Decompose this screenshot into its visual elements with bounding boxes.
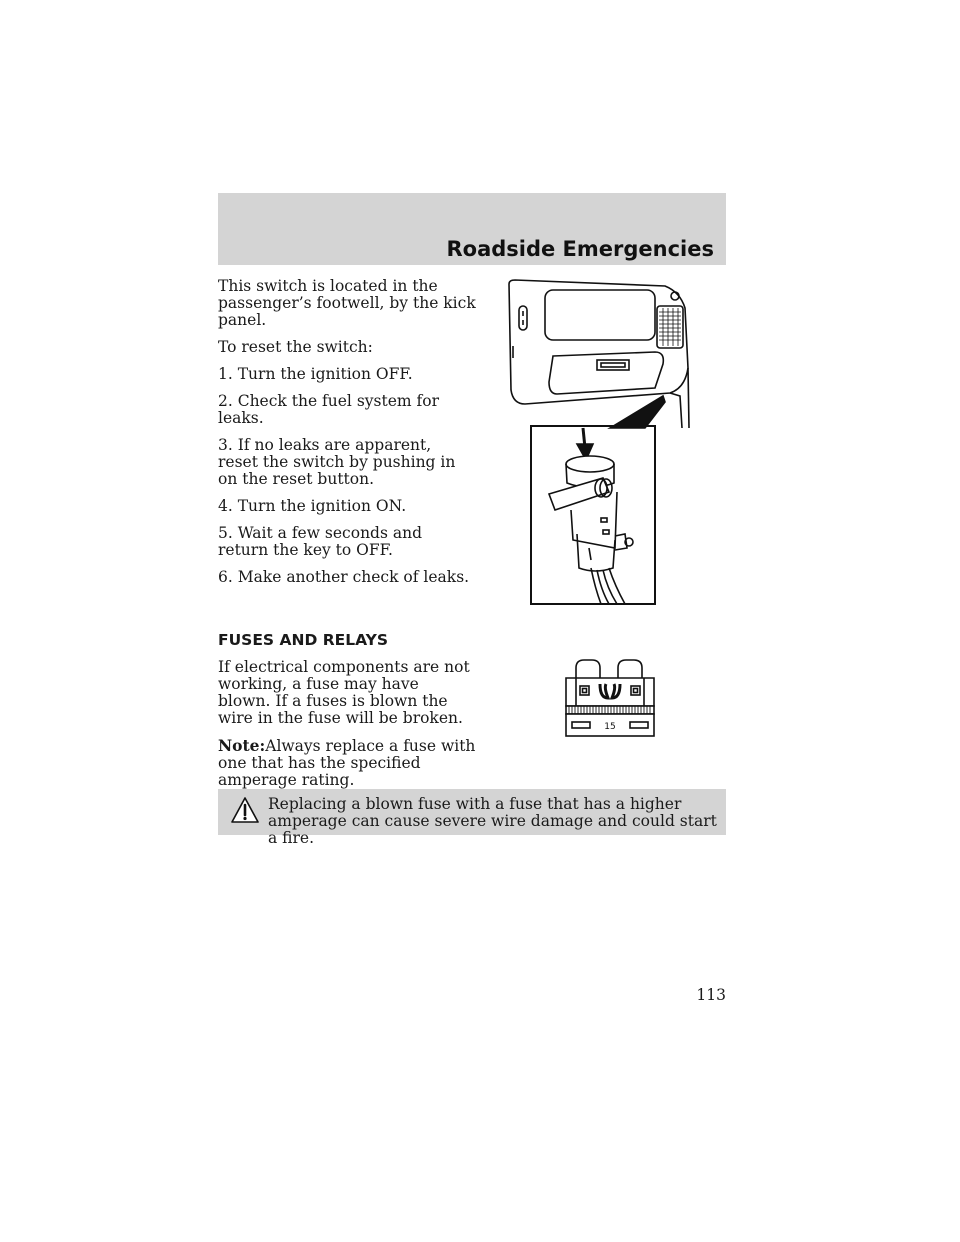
step-3: 3. If no leaks are apparent, reset the switch by pushing in on the reset button. [218,436,456,488]
fuse-rating-label: 15 [604,722,616,732]
intro-paragraph: This switch is located in the passenger’s footwell, by the kick panel. [218,277,476,329]
fuses-paragraph: If electrical components are not working, a fuse may have blown. If a fuses is blown the wire in the fuse will be broken. [218,658,470,727]
step-6: 6. Make another check of leaks. [218,568,470,586]
page-title: Roadside Emergencies [446,237,714,261]
section-heading: FUSES AND RELAYS [218,631,389,649]
fuses-section [218,632,476,799]
header-bar [218,193,726,265]
warning-box [218,789,726,847]
intro-paragraph: To reset the switch: [218,338,373,356]
note-label: Note: [218,736,266,755]
page-number: 113 [696,986,726,1004]
note-paragraph [218,737,476,789]
fuse-illustration [560,658,660,738]
warning-text: Replacing a blown fuse with a fuse that has a higher amperage can cause severe wire damage and could start a fire. [268,795,717,847]
step-1: 1. Turn the ignition OFF. [218,365,413,383]
warning-triangle-icon [230,796,260,824]
intro-text [218,278,476,596]
step-5: 5. Wait a few seconds and return the key to OFF. [218,524,422,559]
inertia-switch-illustration [505,278,695,608]
step-2: 2. Check the fuel system for leaks. [218,392,439,427]
note-text: Always replace a fuse with one that has the specified amperage rating. [218,737,476,789]
step-4: 4. Turn the ignition ON. [218,497,407,515]
